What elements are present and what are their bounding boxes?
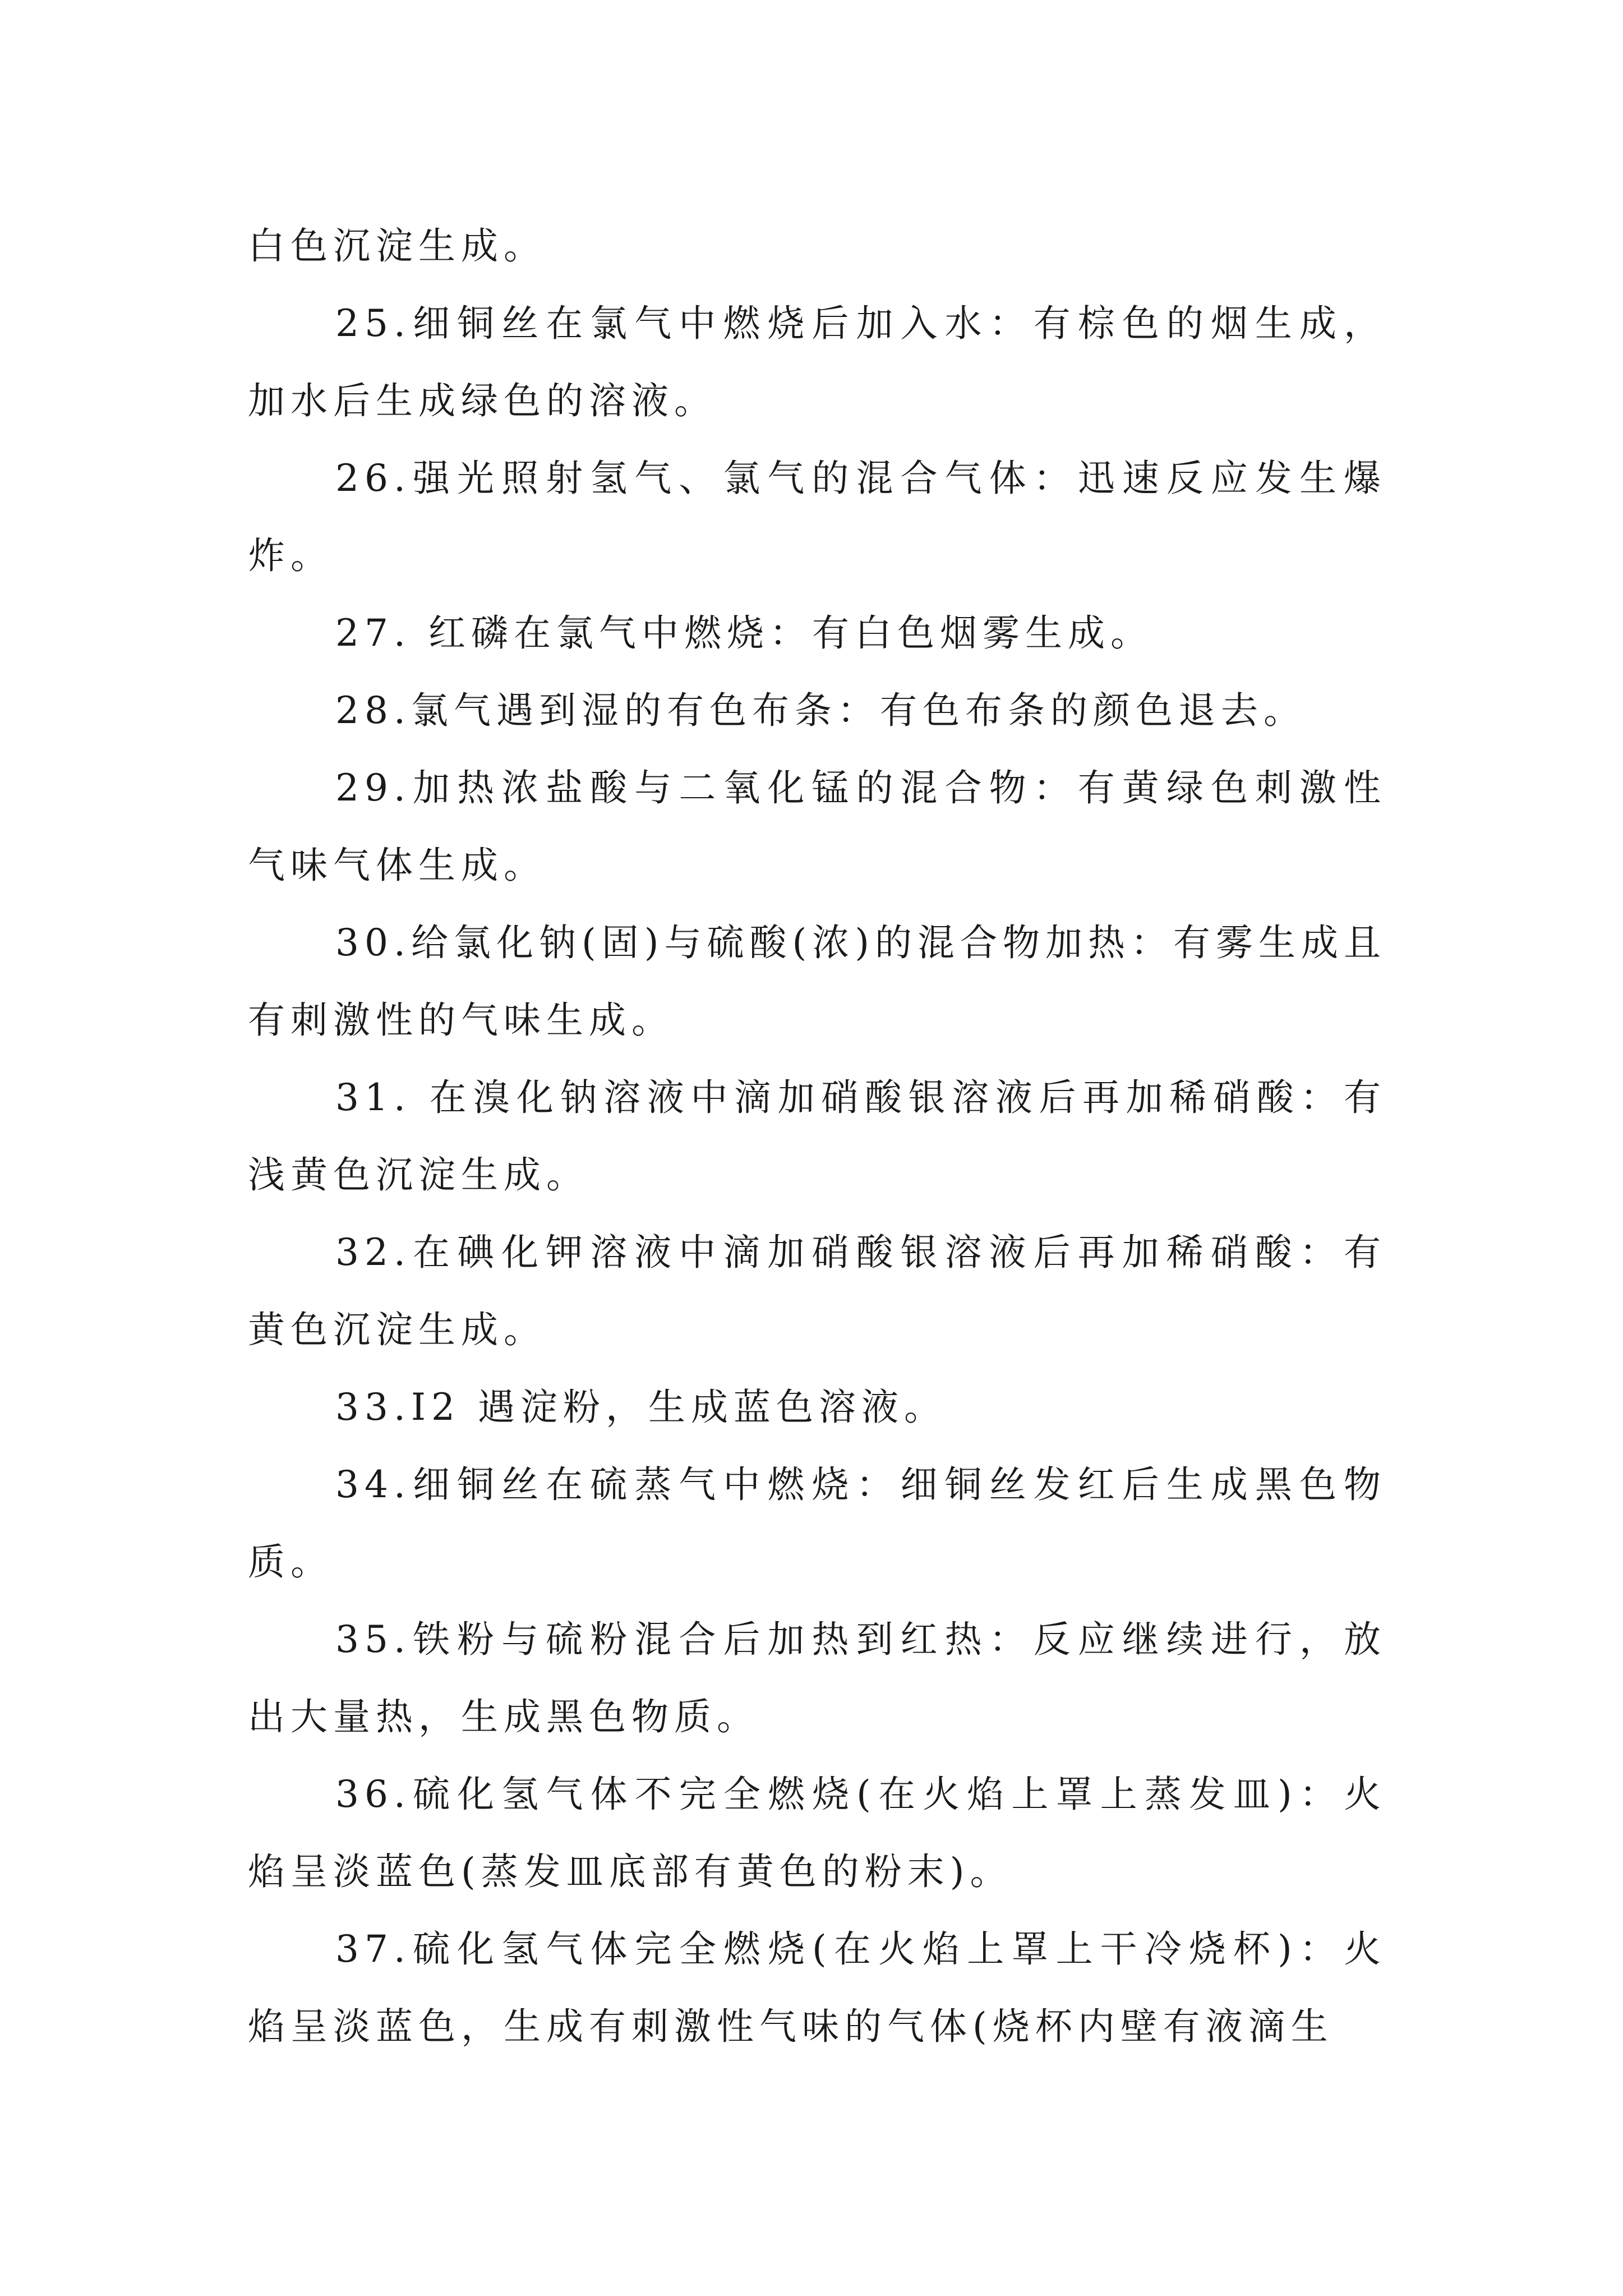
paragraph-item-28: 28.氯气遇到湿的有色布条：有色布条的颜色退去。: [335, 689, 1306, 732]
paragraph-continuation: 白色沉淀生成。: [248, 224, 546, 268]
paragraph-item-32: 32.在碘化钾溶液中滴加硝酸银溶液后再加稀硝酸：有黄色沉淀生成。: [248, 1231, 1386, 1351]
paragraph-item-34: 34.细铜丝在硫蒸气中燃烧：细铜丝发红后生成黑色物质。: [248, 1463, 1386, 1584]
paragraph-item-25: 25.细铜丝在氯气中燃烧后加入水：有棕色的烟生成，加水后生成绿色的溶液。: [248, 302, 1386, 422]
paragraph-item-26: 26.强光照射氢气、氯气的混合气体：迅速反应发生爆炸。: [248, 457, 1386, 577]
paragraph-item-31: 31. 在溴化钠溶液中滴加硝酸银溶液后再加稀硝酸：有浅黄色沉淀生成。: [248, 1076, 1386, 1197]
paragraph-item-35: 35.铁粉与硫粉混合后加热到红热：反应继续进行，放出大量热，生成黑色物质。: [248, 1618, 1386, 1738]
paragraph-item-29: 29.加热浓盐酸与二氧化锰的混合物：有黄绿色刺激性气味气体生成。: [248, 766, 1386, 887]
document-body: [248, 208, 1386, 2065]
paragraph-item-37: 37.硫化氢气体完全燃烧(在火焰上罩上干冷烧杯)：火焰呈淡蓝色，生成有刺激性气味的气体(烧杯内壁有液滴生: [248, 1927, 1386, 2048]
paragraph-item-36: 36.硫化氢气体不完全燃烧(在火焰上罩上蒸发皿)：火焰呈淡蓝色(蒸发皿底部有黄色的粉末)。: [248, 1773, 1386, 1893]
paragraph-item-27: 27. 红磷在氯气中燃烧：有白色烟雾生成。: [335, 611, 1153, 655]
paragraph-item-33: 33.I2 遇淀粉，生成蓝色溶液。: [335, 1386, 947, 1429]
paragraph-item-30: 30.给氯化钠(固)与硫酸(浓)的混合物加热：有雾生成且有刺激性的气味生成。: [248, 921, 1386, 1042]
